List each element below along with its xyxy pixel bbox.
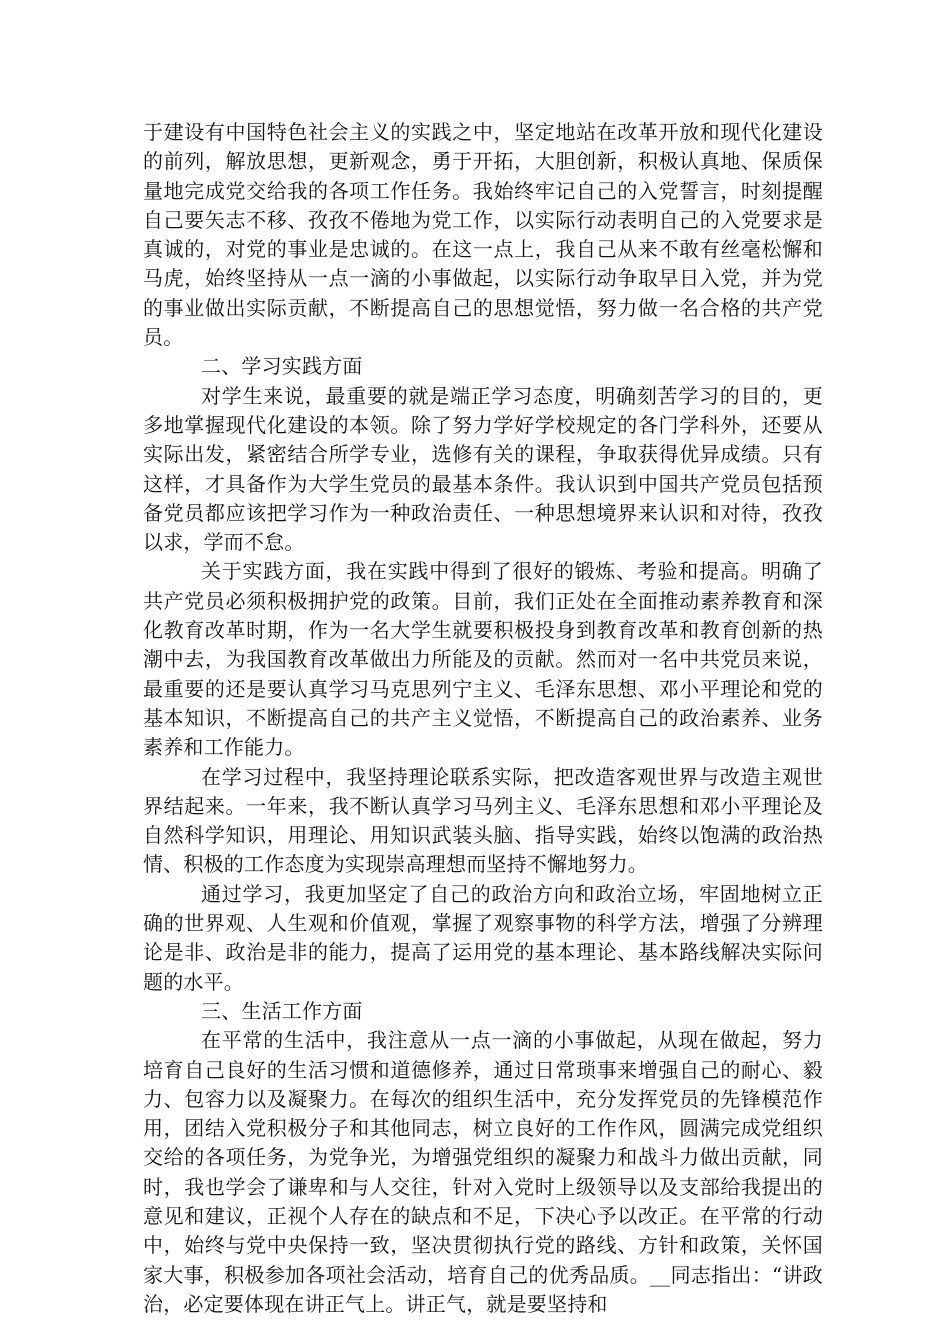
section-heading-life-work: 三、生活工作方面 bbox=[201, 998, 363, 1023]
body-paragraph-continued: 于建设有中国特色社会主义的实践之中，坚定地站在改革开放和现代化建设的前列，解放思想，更新观念，勇于开拓，大胆创新，积极认真地、保质保量地完成党交给我的各项工作任务。我始终牢记自己的入党誓言，时刻提醒自己要矢志不移、孜孜不倦地为党工作，以实际行动表明自己的入党要求是真诚的，对党的事业是忠诚的。在这一点上，我自己从来不敢有丝毫松懈和马虎，始终坚持从一点一滴的小事做起，以实际行动争取早日入党，并为党的事业做出实际贡献，不断提高自己的思想觉悟，努力做一名合格的共产党员。 bbox=[143, 120, 823, 350]
section-heading-study-practice: 二、学习实践方面 bbox=[201, 354, 363, 379]
body-paragraph: 对学生来说，最重要的就是端正学习态度，明确刻苦学习的目的，更多地掌握现代化建设的本领。除了努力学好学校规定的各门学科外，还要从实际出发，紧密结合所学专业，选修有关的课程，争取获得优异成绩。只有这样，才具备作为大学生党员的最基本条件。我认识到中国共产党员包括预备党员都应该把学习作为一种政治责任、一种思想境界来认识和对待，孜孜以求，学而不怠。 bbox=[143, 383, 823, 555]
body-paragraph: 通过学习，我更加坚定了自己的政治方向和政治立场，牢固地树立正确的世界观、人生观和价值观，掌握了观察事物的科学方法，增强了分辨理论是非、政治是非的能力，提高了运用党的基本理论、基本路线解决实际问题的水平。 bbox=[143, 881, 823, 994]
body-paragraph: 在平常的生活中，我注意从一点一滴的小事做起，从现在做起，努力培育自己良好的生活习惯和道德修养，通过日常琐事来增强自己的耐心、毅力、包容力以及凝聚力。在每次的组织生活中，充分发挥党员的先锋模范作用，团结入党积极分子和其他同志，树立良好的工作作风，圆满完成党组织交给的各项任务，为党争光，为增强党组织的凝聚力和战斗力做出贡献，同时，我也学会了谦卑和与人交往，针对入党时上级领导以及支部给我提出的意见和建议，正视个人存在的缺点和不足，下决心予以改正。在平常的行动中，始终与党中央保持一致，坚决贯彻执行党的路线、方针和政策，关怀国家大事，积极参加各项社会活动，培育自己的优秀品质。__同志指出：“讲政治，必定要体现在讲正气上。讲正气，就是要坚持和 bbox=[143, 1028, 823, 1316]
body-paragraph: 在学习过程中，我坚持理论联系实际，把改造客观世界与改造主观世界结起来。一年来，我不断认真学习马列主义、毛泽东思想和邓小平理论及自然科学知识，用理论、用知识武装头脑、指导实践，始终以饱满的政治热情、积极的工作态度为实现崇高理想而坚持不懈地努力。 bbox=[143, 764, 823, 877]
body-paragraph: 关于实践方面，我在实践中得到了很好的锻炼、考验和提高。明确了共产党员必须积极拥护党的政策。目前，我们正处在全面推动素养教育和深化教育改革时期，作为一名大学生就要积极投身到教育改革和教育创新的热潮中去，为我国教育改革做出力所能及的贡献。然而对一名中共党员来说，最重要的还是要认真学习马克思列宁主义、毛泽东思想、邓小平理论和党的基本知识，不断提高自己的共产主义觉悟，不断提高自己的政治素养、业务素养和工作能力。 bbox=[143, 559, 823, 760]
document-page bbox=[143, 118, 823, 1319]
